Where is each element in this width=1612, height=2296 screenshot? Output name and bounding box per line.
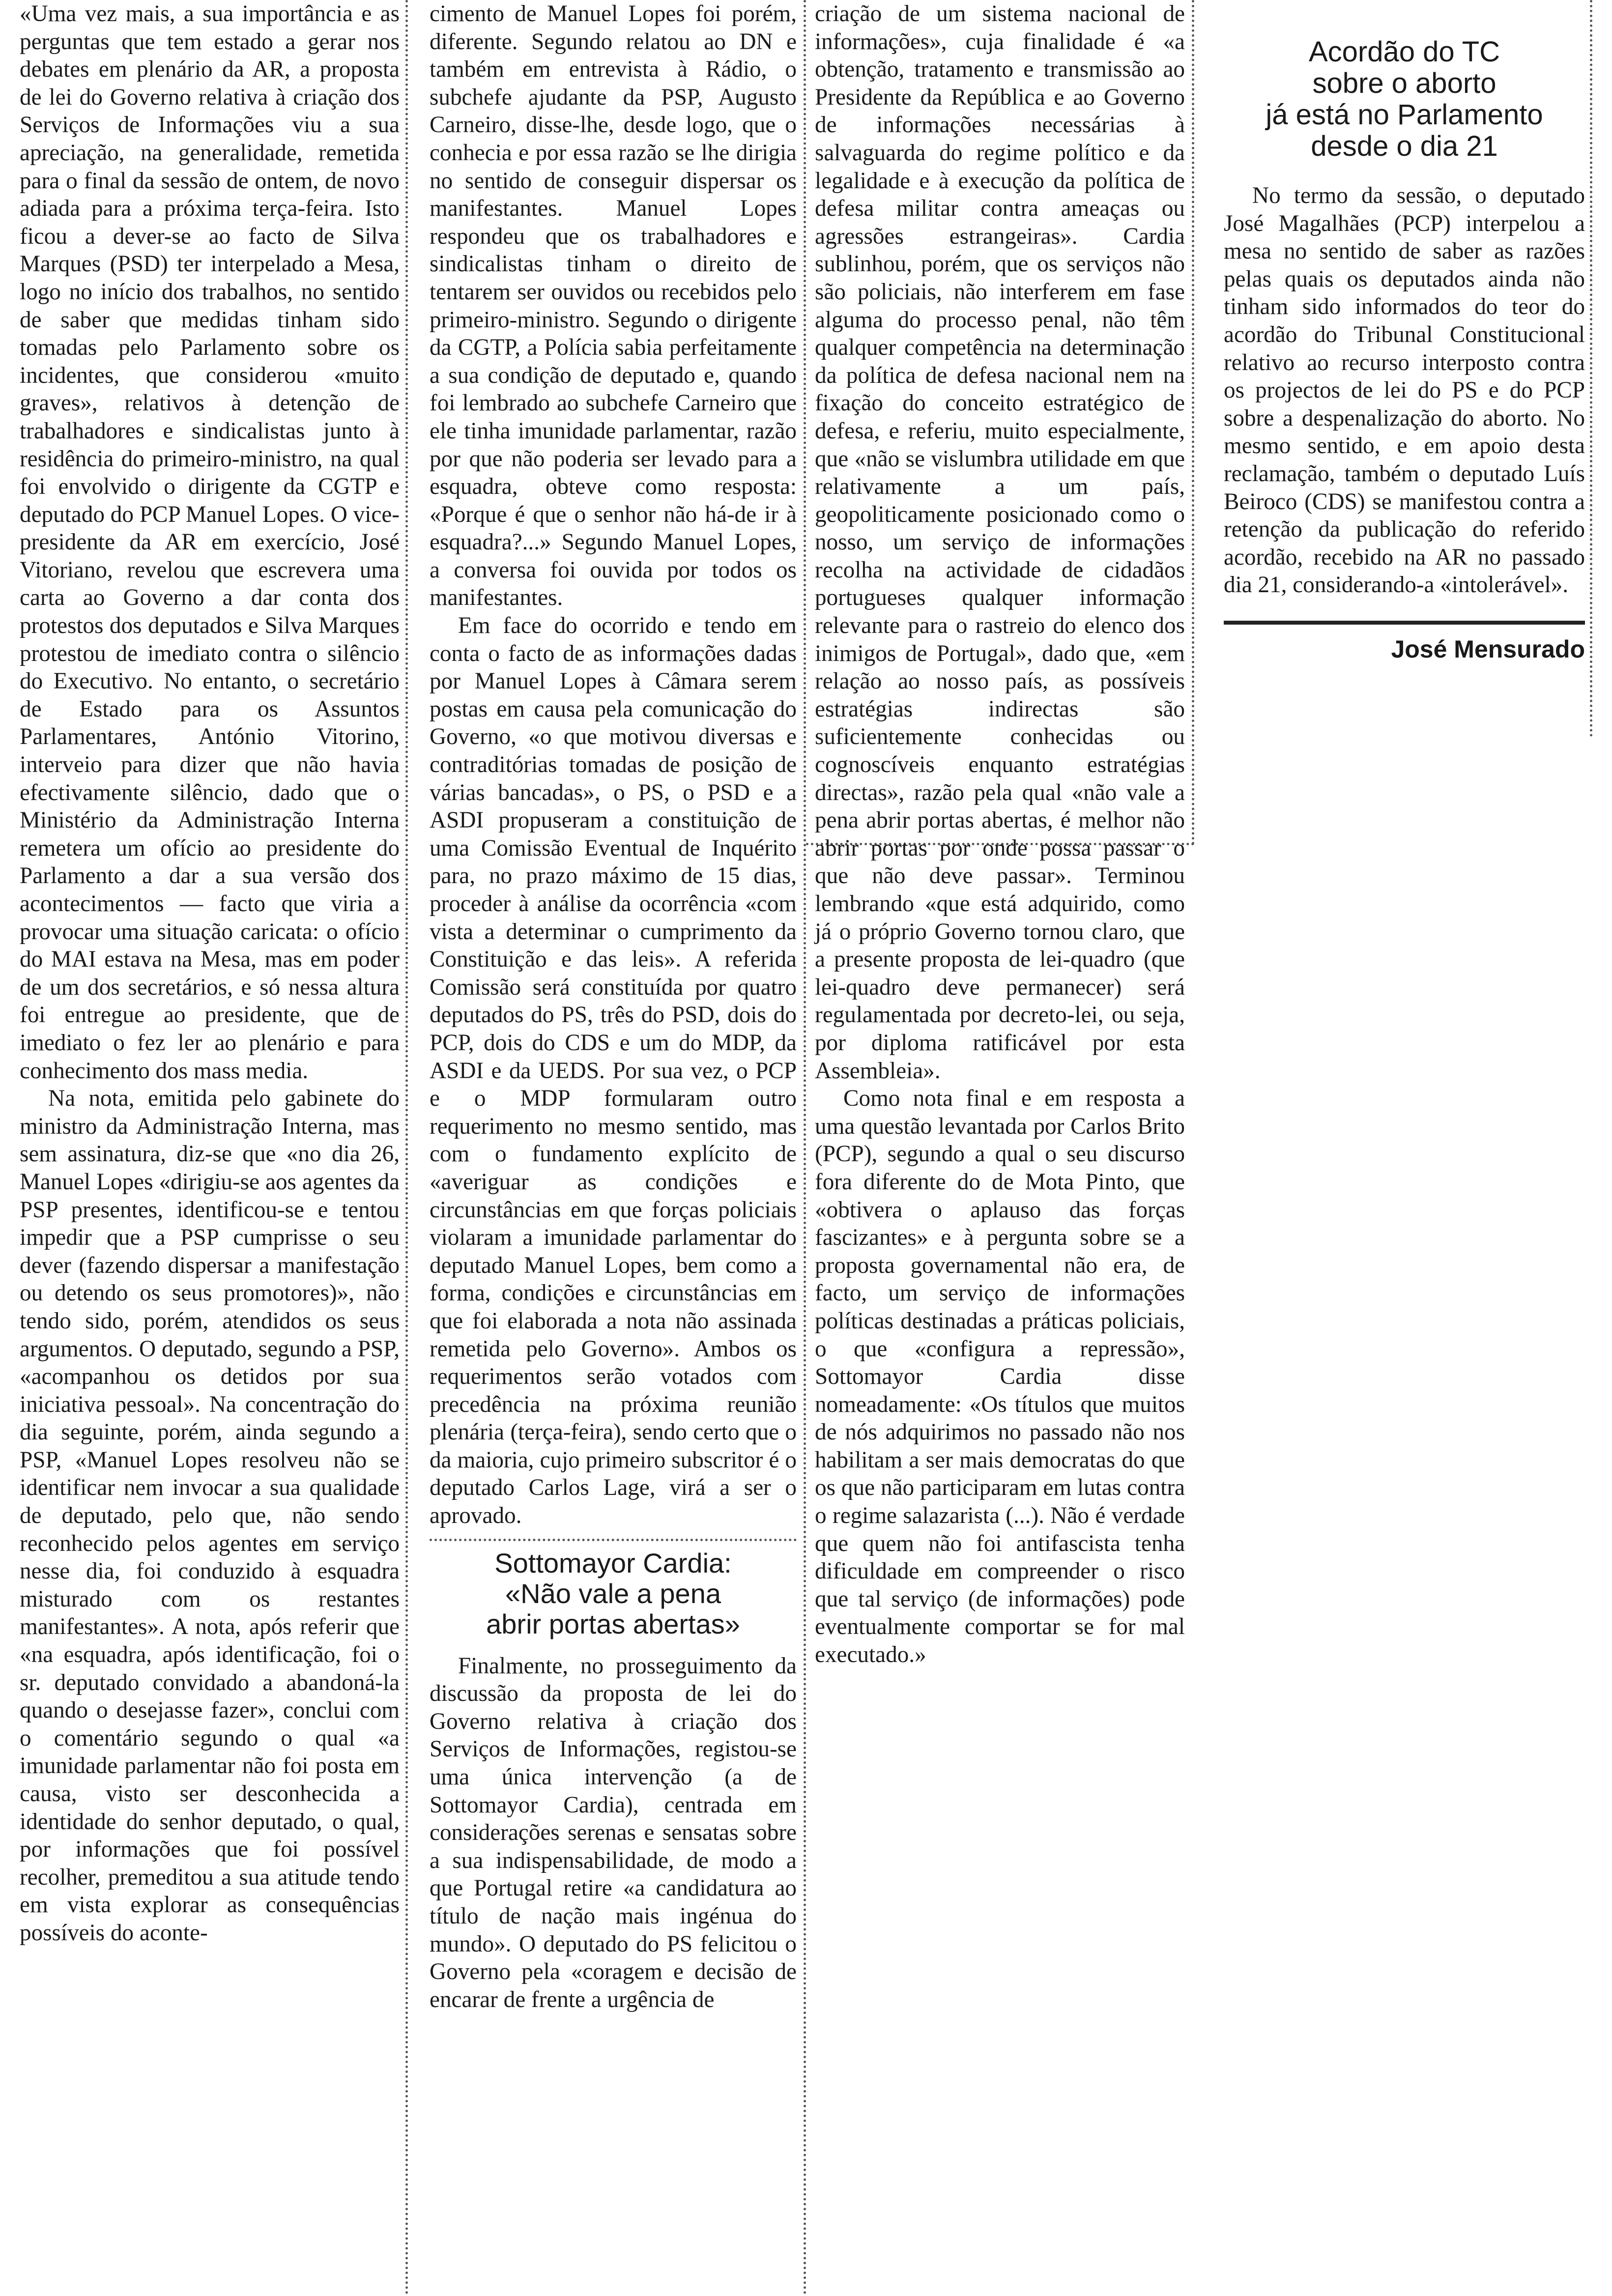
- article-paragraph: «Uma vez mais, a sua importância e as perguntas que tem estado a gerar nos debates em plenário da AR, a proposta de lei do Governo relativa à criação dos Serviços de Informações viu a sua apreciação, na generalidade, remetida para o final da sessão de ontem, de novo adiada para a próxima terça-feira. Isto ficou a dever-se ao facto de Silva Marques (PSD) ter interpelado a Mesa, logo no início dos trabalhos, no sentido de saber que medidas tinham sido tomadas pelo Parlamento sobre os incidentes, que considerou «muito graves», relativos à detenção de trabalhadores e sindicalistas junto à residência do primeiro-ministro, na qual foi envolvido o dirigente da CGTP e deputado do PCP Manuel Lopes. O vice-presidente da AR em exercício, José Vitoriano, revelou que escrevera uma carta ao Governo a dar conta dos protestos dos deputados e Silva Marques protestou de imediato contra o silêncio do Executivo. No entanto, o secretário de Estado para os Assuntos Parlamentares, António Vitorino, interveio para dizer que não havia efectivamente silêncio, dado que o Ministério da Administração Interna remetera um ofício ao presidente do Parlamento a dar a sua versão dos acontecimentos — facto que viria a provocar uma situação caricata: o ofício do MAI estava na Mesa, mas em poder de um dos secretários, e só nessa altura foi entregue ao presidente, que de imediato o fez ler ao plenário e para conhecimento dos mass media.: [20, 1, 400, 1084]
- article-column-2: [423, 0, 806, 2296]
- article-paragraph: Como nota final e em resposta a uma questão levantada por Carlos Brito (PCP), segundo a qual o seu discurso fora diferente do de Mota Pinto, que «obtivera o aplauso das forças fascizantes» e à pergunta sobre se a proposta governamental não era, de facto, um serviço de informações políticas destinadas a práticas policiais, o que «configura a repressão», Sottomayor Cardia disse nomeadamente: «Os títulos que muitos de nós adquirimos no passado não nos habilitam a ser mais democratas do que os que não participaram em lutas contra o regime salazarista (...). Não é verdade que quem não foi antifascista tenha dificuldade em compreender o risco que tal serviço (de informações) pode eventualmente comportar se for mal executado.»: [815, 1086, 1185, 1668]
- subheading-line: «Não vale a pena: [505, 1578, 721, 1609]
- article-column-1: [15, 0, 408, 2296]
- sidebar-article: [1219, 0, 1592, 737]
- article-paragraph: Na nota, emitida pelo gabinete do ministro da Administração Interna, mas sem assinatura, diz-se que «no dia 26, Manuel Lopes «dirigiu-se aos agentes da PSP presentes, identificou-se e tentou impedir que a PSP cumprisse o seu dever (fazendo dispersar a manifestação ou detendo os seus promotores)», não tendo sido, porém, atendidos os seus argumentos. O deputado, segundo a PSP, «acompanhou os detidos por sua iniciativa pessoal». Na concentração do dia seguinte, porém, ainda segundo a PSP, «Manuel Lopes resolveu não se identificar nem invocar a sua qualidade de deputado, pelo que, não sendo reconhecido pelos agentes em serviço nesse dia, foi conduzido à esquadra misturado com os restantes manifestantes». A nota, após referir que «na esquadra, após identificação, foi o sr. deputado convidado a abandoná-la quando o desejasse fazer», conclui com o comentário segundo o qual «a imunidade parlamentar não foi posta em causa, visto ser desconhecida a identidade do senhor deputado, o qual, por informações que foi possível recolher, premeditou a sua atitude tendo em vista explorar as consequências possíveis do aconte-: [20, 1086, 400, 1946]
- article-paragraph: criação de um sistema nacional de informações», cuja finalidade é «a obtenção, tratamento e transmissão ao Presidente da República e ao Governo de informações necessárias à salvaguarda do regime político e da legalidade e à execução da política de defesa militar contra ameaças ou agressões estrangeiras». Cardia sublinhou, porém, que os serviços não são policiais, não interferem em fase alguma do processo penal, não têm qualquer competência na determinação da política de defesa nacional nem na fixação do conceito estratégico de defesa, e referiu, muito especialmente, que «não se vislumbra utilidade em que relativamente a um país, geopoliticamente posicionado como o nosso, um serviço de informações recolha na actividade de cidadãos portugueses qualquer informação relevante para o rastreio do elenco dos inimigos de Portugal», dado que, «em relação ao nosso país, as possíveis estratégias indirectas são suficientemente conhecidas ou cognoscíveis enquanto estratégias directas», razão pela qual «não vale a pena abrir portas abertas, é melhor não abrir portas por onde possa passar o que não deve passar». Terminou lembrando «que está adquirido, como já o próprio Governo tornou claro, que a presente proposta de lei-quadro (que lei-quadro deve permanecer) será regulamentada por decreto-lei, ou seja, por diploma ratificável por esta Assembleia».: [815, 1, 1185, 1084]
- sidebar-headline: [1224, 36, 1585, 162]
- subheading-line: abrir portas abertas»: [486, 1608, 740, 1639]
- subheading-line: Sottomayor Cardia:: [494, 1547, 732, 1578]
- section-subheading: [430, 1539, 797, 1639]
- headline-line: desde o dia 21: [1311, 130, 1498, 162]
- article-paragraph: Finalmente, no prosseguimento da discussão da proposta de lei do Governo relativa à criação dos Serviços de Informações, registou-se uma única intervenção (a de Sottomayor Cardia), centrada em considerações serenas e sensatas sobre a sua indispensabilidade, de modo a que Portugal retire «a candidatura ao título de nação mais ingénua do mundo». O deputado do PS felicitou o Governo pela «coragem e decisão de encarar de frente a urgência de: [430, 1653, 797, 2012]
- article-paragraph: cimento de Manuel Lopes foi porém, diferente. Segundo relatou ao DN e também em entrevista à Rádio, o subchefe ajudante da PSP, Augusto Carneiro, disse-lhe, desde logo, que o conhecia e por essa razão se lhe dirigia no sentido de conseguir dispersar os manifestantes. Manuel Lopes respondeu que os trabalhadores e sindicalistas tinham o direito de tentarem ser ouvidos ou recebidos pelo primeiro-ministro. Segundo o dirigente da CGTP, a Polícia sabia perfeitamente a sua condição de deputado e, quando foi lembrado ao subchefe Carneiro que ele tinha imunidade parlamentar, razão por que não poderia ser levado para a esquadra, obteve como resposta: «Porque é que o senhor não há-de ir à esquadra?...» Segundo Manuel Lopes, a conversa foi ouvida por todos os manifestantes.: [430, 1, 797, 611]
- author-byline: José Mensurado: [1224, 621, 1585, 663]
- article-column-3: [806, 0, 1194, 1668]
- headline-line: Acordão do TC: [1308, 36, 1500, 68]
- sidebar-paragraph: No termo da sessão, o deputado José Magalhães (PCP) interpelou a mesa no sentido de saber as razões pelas quais os deputados ainda não tinham sido informados do teor do acordão do Tribunal Constitucional relativo ao recurso interposto contra os projectos de lei do PS e do PCP sobre a despenalização do aborto. No mesmo sentido, e em apoio desta reclamação, também o deputado Luís Beiroco (CDS) se manifestou contra a retenção da publicação do referido acordão, recebido na AR no passado dia 21, considerando-a «intolerável».: [1224, 183, 1585, 598]
- article-paragraph: Em face do ocorrido e tendo em conta o facto de as informações dadas por Manuel Lopes à Câmara serem postas em causa pela comunicação do Governo, «o que motivou diversas e contraditórias tomadas de posição de várias bancadas», o PS, o PSD e a ASDI propuseram a constituição de uma Comissão Eventual de Inquérito para, no prazo máximo de 15 dias, proceder à análise da ocorrência «com vista a determinar o cumprimento da Constituição e das leis». A referida Comissão será constituída por quatro deputados do PS, três do PSD, dois do PCP, dois do CDS e um do MDP, da ASDI e da UEDS. Por sua vez, o PCP e o MDP formularam outro requerimento no mesmo sentido, mas com o fundamento explícito de «averiguar as condições e circunstâncias em que forças policiais violaram a imunidade parlamentar do deputado Manuel Lopes, bem como a forma, condições e circunstâncias em que foi elaborada a nota não assinada remetida pelo Governo». Ambos os requerimentos serão votados com precedência na próxima reunião plenária (terça-feira), sendo certo que o da maioria, cujo primeiro subscritor é o deputado Carlos Lage, virá a ser o aprovado.: [430, 613, 797, 1529]
- headline-line: sobre o aborto: [1312, 67, 1497, 99]
- headline-line: já está no Parlamento: [1266, 99, 1543, 131]
